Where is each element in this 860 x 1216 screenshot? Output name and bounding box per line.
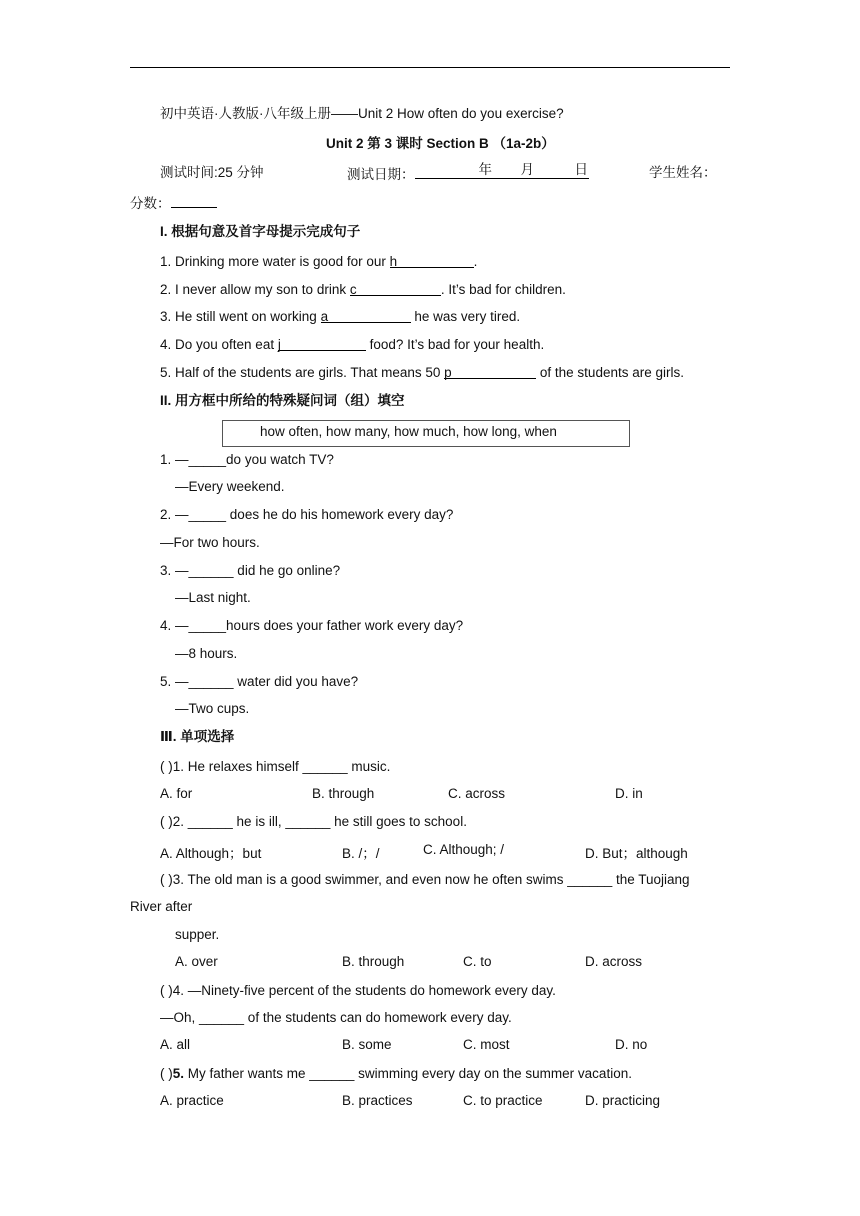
date-day: 日 <box>574 162 588 177</box>
date-month: 月 <box>520 162 534 177</box>
q1-option-b[interactable]: B. through <box>312 786 375 801</box>
q3-text-cont: River after <box>130 899 193 914</box>
s2-line: 5. —______ water did you have? <box>160 674 359 689</box>
q2-option-c[interactable]: C. Although; / <box>423 842 505 857</box>
s1-item-2 <box>160 281 566 299</box>
s2-line: —8 hours. <box>175 646 238 661</box>
s1-item-text: 3. He still went on working <box>160 309 321 324</box>
q1-option-c[interactable]: C. across <box>448 786 506 801</box>
student-name-label: 学生姓名： <box>649 165 717 180</box>
q3-option-a[interactable]: A. over <box>175 954 218 969</box>
test-time: 测试时间:25 分钟 <box>160 165 264 180</box>
q4-option-c[interactable]: C. most <box>463 1037 510 1052</box>
s1-item-4-blank[interactable] <box>278 336 366 351</box>
q5-option-c[interactable]: C. to practice <box>463 1093 543 1108</box>
s1-item-1 <box>160 253 477 271</box>
date-label: 测试日期： <box>347 167 415 182</box>
q3-text: ( )3. The old man is a good swimmer, and even now he often swims ______ the Tuojiang <box>160 872 690 887</box>
q4-option-a[interactable]: A. all <box>160 1037 191 1052</box>
q1-option-a[interactable]: A. for <box>160 786 193 801</box>
q3-option-c[interactable]: C. to <box>463 954 492 969</box>
q5-option-a[interactable]: A. practice <box>160 1093 224 1108</box>
q3-option-b[interactable]: B. through <box>342 954 405 969</box>
q3-option-d[interactable]: D. across <box>585 954 643 969</box>
section3-title: Ⅲ. 单项选择 <box>160 729 235 744</box>
s1-item-5-blank[interactable] <box>444 364 536 379</box>
section2-title: II. 用方框中所给的特殊疑问词（组）填空 <box>160 393 405 408</box>
s1-item-text: of the students are girls. <box>536 365 684 380</box>
s1-item-1-blank[interactable] <box>390 253 474 268</box>
q2-option-d[interactable]: D. But；although <box>585 846 688 861</box>
s2-line: 3. —______ did he go online? <box>160 563 341 578</box>
initial-letter: p <box>444 365 452 380</box>
s2-line: 2. —_____ does he do his homework every day? <box>160 507 454 522</box>
word-box-words: how often, how many, how much, how long, when <box>260 424 557 439</box>
q5-paren: ( ) <box>160 1066 173 1081</box>
q1-text: ( )1. He relaxes himself ______ music. <box>160 759 391 774</box>
q1-option-d[interactable]: D. in <box>615 786 643 801</box>
initial-letter: a <box>320 309 329 324</box>
initial-letter: j <box>277 337 281 352</box>
q2-option-b[interactable]: B. /；/ <box>342 846 380 861</box>
s1-item-3-blank[interactable] <box>321 308 411 323</box>
s1-item-text: 5. Half of the students are girls. That means 50 <box>160 365 445 380</box>
q4-reply: —Oh, ______ of the students can do homework every day. <box>160 1010 512 1025</box>
initial-letter: c <box>349 282 357 297</box>
s1-item-text: . <box>473 254 478 269</box>
s1-item-5 <box>160 364 684 382</box>
s1-item-2-blank[interactable] <box>350 281 441 296</box>
q5-number: 5. <box>172 1066 185 1081</box>
s2-line: —Two cups. <box>175 701 250 716</box>
score <box>130 193 217 213</box>
q3-text-cont2: supper. <box>175 927 220 942</box>
score-label: 分数： <box>130 196 171 211</box>
s1-item-4 <box>160 336 544 354</box>
q2-option-a[interactable]: A. Although；but <box>160 846 262 861</box>
s1-item-text: he was very tired. <box>410 309 521 324</box>
q5-option-b[interactable]: B. practices <box>342 1093 413 1108</box>
q4-option-b[interactable]: B. some <box>342 1037 392 1052</box>
s2-line: —For two hours. <box>160 535 260 550</box>
test-date <box>347 164 589 184</box>
s1-item-3 <box>160 308 520 326</box>
q5-option-d[interactable]: D. practicing <box>585 1093 661 1108</box>
date-blank[interactable] <box>415 164 589 179</box>
q2-text: ( )2. ______ he is ill, ______ he still goes to school. <box>160 814 467 829</box>
word-box <box>222 420 630 447</box>
s2-line: 1. —_____do you watch TV? <box>160 452 334 467</box>
q5-stem: My father wants me ______ swimming every day on the summer vacation. <box>184 1066 632 1081</box>
q4-text: ( )4. —Ninety-five percent of the students do homework every day. <box>160 983 556 998</box>
s1-item-text: 2. I never allow my son to drink <box>160 282 350 297</box>
s2-line: 4. —_____hours does your father work every day? <box>160 618 464 633</box>
initial-letter: h <box>389 254 398 269</box>
date-year: 年 <box>478 162 492 177</box>
s1-item-text: 4. Do you often eat <box>160 337 278 352</box>
s2-line: —Every weekend. <box>175 479 285 494</box>
header-rule <box>130 67 730 68</box>
section1-title: I. 根据句意及首字母提示完成句子 <box>160 224 361 239</box>
s1-item-text: food? It’s bad for your health. <box>365 337 545 352</box>
score-blank[interactable] <box>171 193 217 208</box>
s1-item-text: . It’s bad for children. <box>440 282 566 297</box>
s2-line: —Last night. <box>175 590 251 605</box>
s1-item-text: 1. Drinking more water is good for our <box>160 254 390 269</box>
course-title: 初中英语·人教版·八年级上册——Unit 2 How often do you exercise? <box>160 106 564 121</box>
lesson-title: Unit 2 第 3 课时 Section B （1a-2b） <box>326 136 555 151</box>
q4-option-d[interactable]: D. no <box>615 1037 648 1052</box>
q5-text <box>160 1065 632 1083</box>
